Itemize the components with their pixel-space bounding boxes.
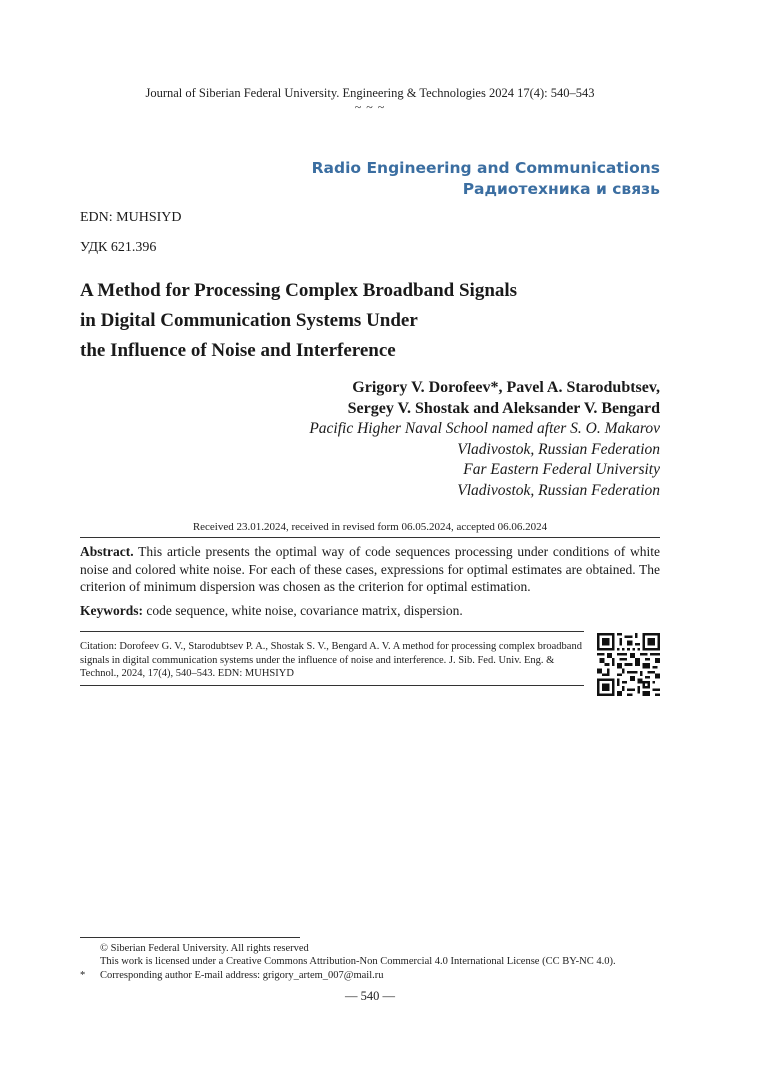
abstract-text: This article presents the optimal way of code sequences processing under conditions of white noise and colored white noise. For each of these cases, expressions for optimal estimates are obtained. The criterion of minimum dispersion was chosen as the criterion for optimal estimation. [80, 544, 660, 594]
abstract-label: Abstract. [80, 544, 134, 559]
affiliation-line: Vladivostok, Russian Federation [457, 440, 660, 458]
header-separator: ~ ~ ~ [354, 100, 386, 114]
affiliation-line: Vladivostok, Russian Federation [457, 481, 660, 499]
section-title-en: Radio Engineering and Communications [311, 159, 660, 177]
abstract [80, 543, 660, 596]
journal-header: Journal of Siberian Federal University. Engineering & Technologies 2024 17(4): 540–543 [145, 86, 595, 100]
divider [80, 685, 584, 686]
qr-code[interactable] [597, 633, 660, 696]
divider [80, 537, 660, 538]
title-line: A Method for Processing Complex Broadband Signals [80, 280, 518, 301]
affiliations [309, 419, 660, 501]
authors-line: Sergey V. Shostak and Aleksander V. Bengard [347, 400, 660, 417]
keywords [80, 602, 660, 620]
footnote-divider [80, 937, 300, 938]
edn-code: EDN: MUHSIYD [80, 210, 182, 225]
affiliation-line: Pacific Higher Naval School named after S. O. Makarov [309, 420, 660, 437]
footnote-marker: * [80, 970, 86, 981]
paper-title [80, 276, 640, 366]
udk-code: УДК 621.396 [80, 240, 157, 255]
affiliation-line: Far Eastern Federal University [463, 461, 660, 478]
divider [80, 631, 584, 632]
title-line: the Influence of Noise and Interference [80, 340, 396, 361]
footnote-license: This work is licensed under a Creative Commons Attribution-Non Commercial 4.0 International License (CC BY-NC 4.0). [100, 956, 616, 967]
authors-line: Grigory V. Dorofeev*, Pavel A. Starodubtsev, [352, 379, 660, 396]
footnote-corresponding: * Corresponding author E-mail address: grigory_artem_007@mail.ru [80, 970, 384, 981]
keywords-text: code sequence, white noise, covariance matrix, dispersion. [143, 603, 463, 618]
citation: Citation: Dorofeev G. V., Starodubtsev P. A., Shostak S. V., Bengard A. V. A method for processing complex broadband signals in digital communication systems under the influence of noise and interference. J. Sib. Fed. Univ. Eng. & Technol., 2024, 17(4), 540–543. EDN: MUHSIYD [80, 641, 582, 679]
authors [348, 377, 660, 419]
page-number: — 540 — [345, 989, 395, 1003]
keywords-label: Keywords: [80, 603, 143, 618]
title-line: in Digital Communication Systems Under [80, 310, 418, 331]
received-dates: Received 23.01.2024, received in revised form 06.05.2024, accepted 06.06.2024 [192, 521, 548, 533]
footnote-copyright: © Siberian Federal University. All rights reserved [100, 943, 309, 954]
section-title-ru: Радиотехника и связь [462, 180, 660, 198]
